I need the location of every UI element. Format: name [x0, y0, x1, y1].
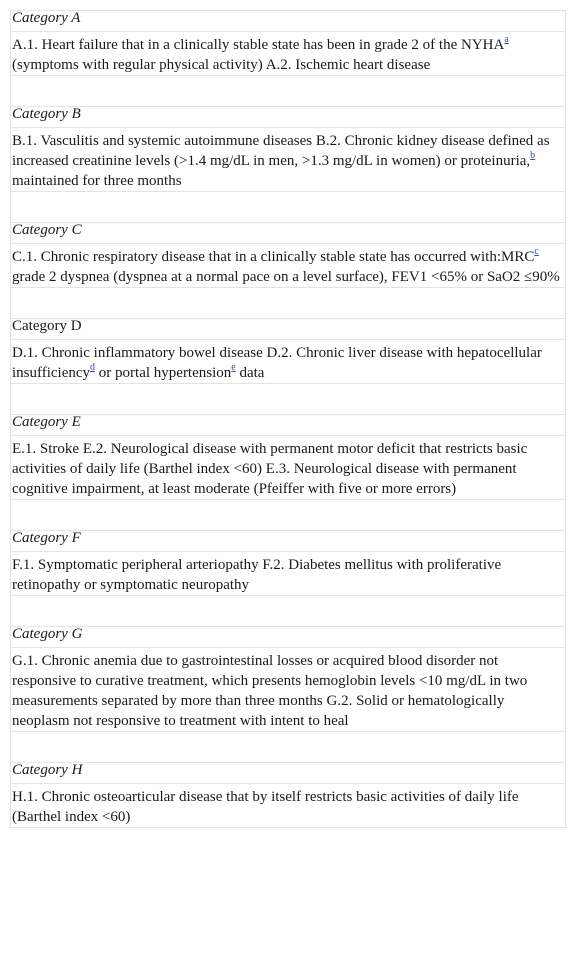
criteria-text: maintained for three months	[12, 173, 182, 189]
criteria-text: or portal hypertension	[95, 365, 232, 381]
category-criteria	[10, 32, 566, 76]
criteria-text: grade 2 dyspnea (dyspnea at a normal pace on a level surface), FEV1 <65% or SaO2 ≤90%	[12, 269, 560, 285]
spacer-row	[10, 192, 566, 223]
spacer-row	[10, 288, 566, 319]
category-criteria	[10, 648, 566, 732]
footnote-link[interactable]: a	[504, 34, 509, 45]
category-criteria	[10, 784, 566, 828]
criteria-text: C.1. Chronic respiratory disease that in a clinically stable state has occurred with:MRC	[12, 249, 535, 265]
spacer-row	[10, 500, 566, 531]
footnote-link[interactable]: b	[530, 150, 536, 161]
criteria-text: B.1. Vasculitis and systemic autoimmune diseases B.2. Chronic kidney disease defined as increased creatinine levels (>1.4 mg/dL in men, >1.3 mg/dL in women) or proteinuria,	[12, 133, 550, 169]
category-criteria	[10, 436, 566, 500]
category-header: Category F	[10, 531, 566, 552]
category-header: Category E	[10, 415, 566, 436]
category-criteria	[10, 244, 566, 288]
criteria-text: (symptoms with regular physical activity) A.2. Ischemic heart disease	[12, 57, 431, 73]
footnote-link[interactable]: c	[534, 246, 539, 257]
criteria-text: E.1. Stroke E.2. Neurological disease with permanent motor deficit that restricts basic activities of daily life (Barthel index <60) E.3. Neurological disease with permanent cognitive impairment, at least moderate (Pfeiffer with five or more errors)	[12, 441, 528, 497]
category-header: Category D	[10, 319, 566, 340]
category-header: Category C	[10, 223, 566, 244]
spacer-row	[10, 732, 566, 763]
category-header: Category A	[10, 11, 566, 32]
footnote-link[interactable]: e	[231, 362, 236, 373]
spacer-row	[10, 76, 566, 107]
category-criteria	[10, 128, 566, 192]
category-header: Category H	[10, 763, 566, 784]
criteria-text: A.1. Heart failure that in a clinically stable state has been in grade 2 of the NYHA	[12, 37, 505, 53]
spacer-row	[10, 596, 566, 627]
spacer-row	[10, 384, 566, 415]
category-criteria	[10, 552, 566, 596]
category-header: Category G	[10, 627, 566, 648]
category-header: Category B	[10, 107, 566, 128]
criteria-text: F.1. Symptomatic peripheral arteriopathy F.2. Diabetes mellitus with proliferative retinopathy or symptomatic neuropathy	[12, 557, 502, 593]
criteria-text: D.1. Chronic inflammatory bowel disease D.2. Chronic liver disease with hepatocellular insufficiency	[12, 345, 542, 381]
criteria-text: H.1. Chronic osteoarticular disease that by itself restricts basic activities of daily life (Barthel index <60)	[12, 789, 519, 825]
criteria-table	[10, 10, 566, 828]
footnote-link[interactable]: d	[90, 362, 96, 373]
category-criteria	[10, 340, 566, 384]
criteria-text: G.1. Chronic anemia due to gastrointestinal losses or acquired blood disorder not responsive to curative treatment, which presents hemoglobin levels <10 mg/dL in two measurements separated by more than three months G.2. Solid or hematologically neoplasm not responsive to treatment with intent to heal	[12, 653, 528, 729]
criteria-text: data	[235, 365, 265, 381]
